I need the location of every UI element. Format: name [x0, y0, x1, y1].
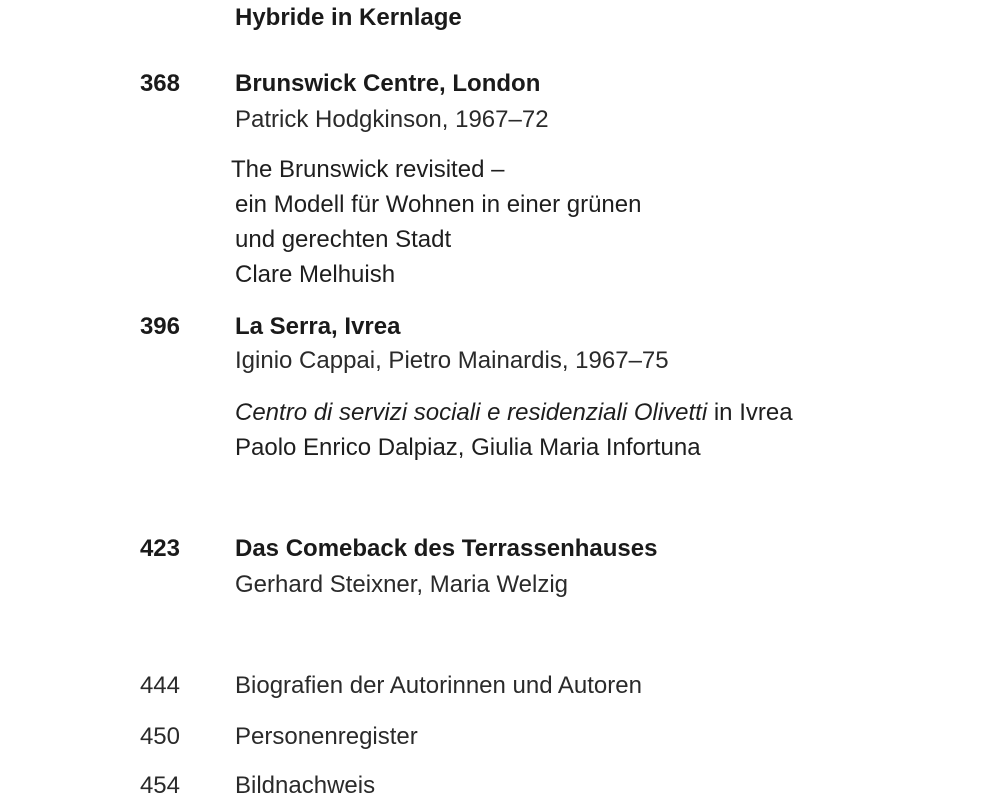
entry-title: Brunswick Centre, London — [235, 70, 541, 97]
essay-title-line: ein Modell für Wohnen in einer grünen — [235, 191, 642, 218]
entry-credit: Iginio Cappai, Pietro Mainardis, 1967–75 — [235, 347, 669, 374]
appendix-label: Bildnachweis — [235, 772, 376, 799]
entry-title: Das Comeback des Terrassenhauses — [235, 535, 658, 562]
page-number: 444 — [139, 672, 180, 699]
page-number: 454 — [139, 772, 180, 799]
essay-author: Paolo Enrico Dalpiaz, Giulia Maria Infortuna — [235, 434, 701, 461]
entry-credit: Patrick Hodgkinson, 1967–72 — [235, 106, 549, 133]
page-number: 450 — [139, 723, 180, 750]
essay-title-line: The Brunswick revisited – — [231, 156, 505, 183]
appendix-label: Biografien der Autorinnen und Autoren — [235, 672, 642, 699]
essay-author: Clare Melhuish — [235, 261, 396, 288]
page-number: 423 — [139, 535, 180, 562]
appendix-label: Personenregister — [235, 723, 418, 750]
essay-title-line: und gerechten Stadt — [235, 226, 452, 253]
entry-credit: Gerhard Steixner, Maria Welzig — [235, 571, 569, 598]
page-number: 396 — [139, 313, 180, 340]
essay-title-rest: in Ivrea — [707, 399, 793, 426]
section-title: Hybride in Kernlage — [235, 4, 462, 31]
page-number: 368 — [139, 70, 180, 97]
essay-title-line — [235, 395, 793, 430]
entry-title: La Serra, Ivrea — [235, 313, 401, 340]
essay-title-italic: Centro di servizi sociali e residenziali Olivetti — [235, 399, 708, 426]
